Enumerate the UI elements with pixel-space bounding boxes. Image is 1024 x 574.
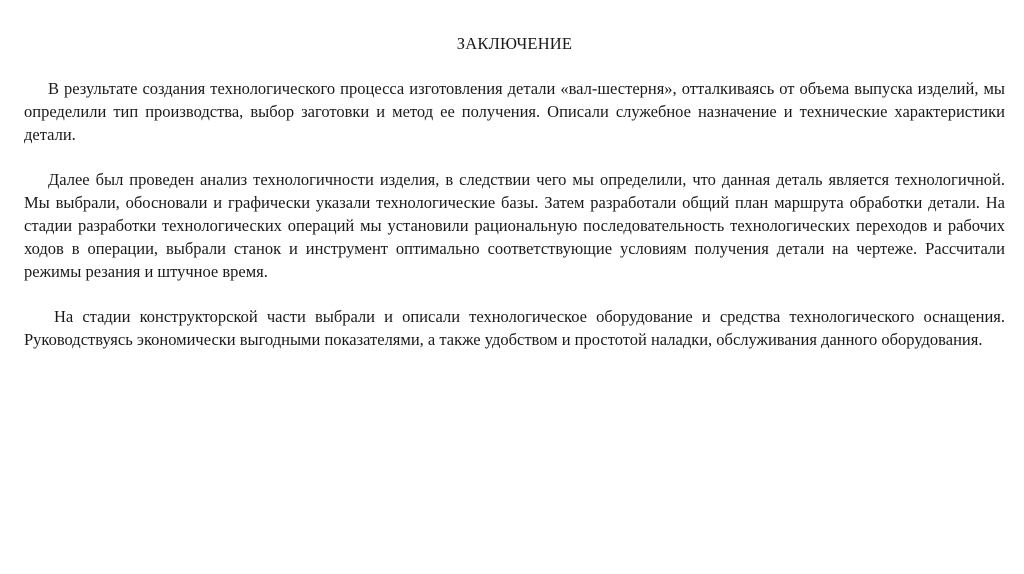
paragraph-intro: В результате создания технологического процесса изготовления детали «вал-шестерня», отталкиваясь от объема выпуска изделий, мы определили тип производства, выбор заготовки и метод ее получения. Описали служебное назначение и технические характеристики детали. [24, 79, 1005, 144]
document-content [24, 32, 1005, 375]
paragraph-design: На стадии конструкторской части выбрали и описали технологическое оборудование и средства технологического оснащения. Руководствуясь экономически выгодными показателями, а также удобством и простотой наладки, обслуживания данного оборудования. [24, 307, 1005, 350]
page-title: ЗАКЛЮЧЕНИЕ [456, 34, 573, 53]
paragraph-analysis: Далее был проведен анализ технологичности изделия, в следствии чего мы определили, что данная деталь является технологичной. Мы выбрали, обосновали и графически указали технологические базы. Затем разработали общий план маршрута обработки детали. На стадии разработки технологических операций мы установили рациональную последовательность технологических переходов и рабочих ходов в операции, выбрали станок и инструмент оптимально соответствующие условиям получения детали на чертеже. Рассчитали режимы резания и штучное время. [24, 170, 1005, 281]
